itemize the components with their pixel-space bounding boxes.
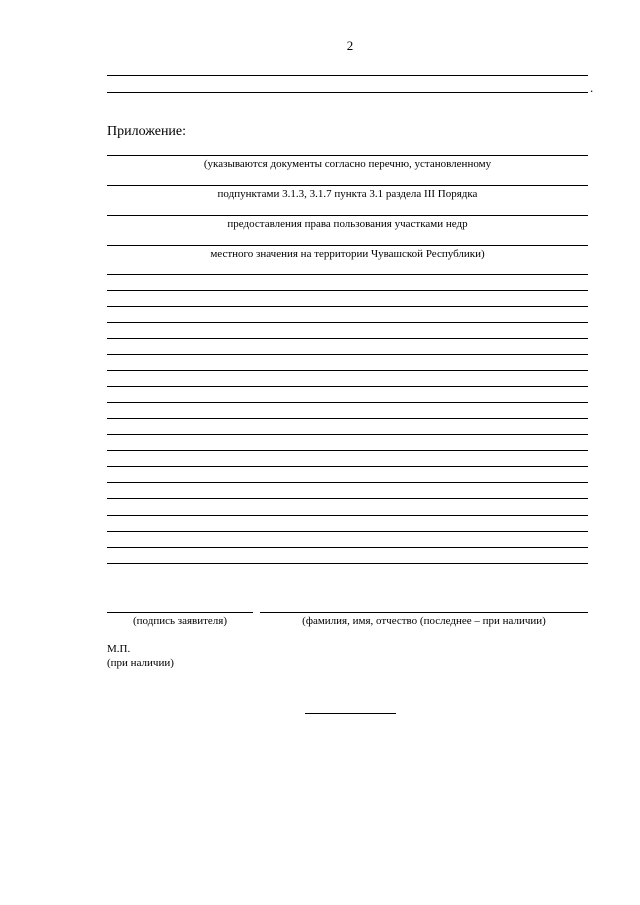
applicant-signature-caption: (подпись заявителя) — [132, 615, 228, 627]
blank-line — [107, 290, 588, 291]
blank-line — [107, 482, 588, 483]
closing-line — [305, 713, 396, 714]
appendix-line — [107, 215, 588, 216]
blank-line — [107, 418, 588, 419]
blank-line — [107, 402, 588, 403]
appendix-instruction-line: предоставления права пользования участками недр — [227, 218, 468, 230]
appendix-line — [107, 155, 588, 156]
blank-line — [107, 547, 588, 548]
blank-line — [107, 531, 588, 532]
fill-in-line — [107, 92, 588, 93]
applicant-signature-line — [107, 612, 253, 613]
blank-line — [107, 434, 588, 435]
appendix-line — [107, 245, 588, 246]
blank-line — [107, 386, 588, 387]
blank-line — [107, 322, 588, 323]
appendix-instruction-line: (указываются документы согласно перечню, установленному — [203, 158, 492, 170]
appendix-instruction-line: местного значения на территории Чувашской Республики) — [210, 248, 485, 260]
appendix-instruction-line: подпунктами 3.1.3, 3.1.7 пункта 3.1 раздела III Порядка — [217, 188, 478, 200]
applicant-name-line — [260, 612, 588, 613]
applicant-name-caption: (фамилия, имя, отчество (последнее – при наличии) — [302, 615, 546, 627]
blank-line — [107, 354, 588, 355]
blank-line — [107, 515, 588, 516]
stamp-label: М.П. — [107, 643, 131, 655]
trailing-period: . — [590, 80, 594, 95]
appendix-line — [107, 185, 588, 186]
fill-in-line — [107, 75, 588, 76]
blank-line — [107, 370, 588, 371]
stamp-note: (при наличии) — [107, 657, 174, 669]
page-number: 2 — [346, 38, 354, 53]
appendix-heading: Приложение: — [107, 124, 187, 139]
blank-line — [107, 498, 588, 499]
blank-line — [107, 306, 588, 307]
blank-line — [107, 450, 588, 451]
blank-line — [107, 338, 588, 339]
blank-line — [107, 563, 588, 564]
blank-line — [107, 274, 588, 275]
blank-line — [107, 466, 588, 467]
